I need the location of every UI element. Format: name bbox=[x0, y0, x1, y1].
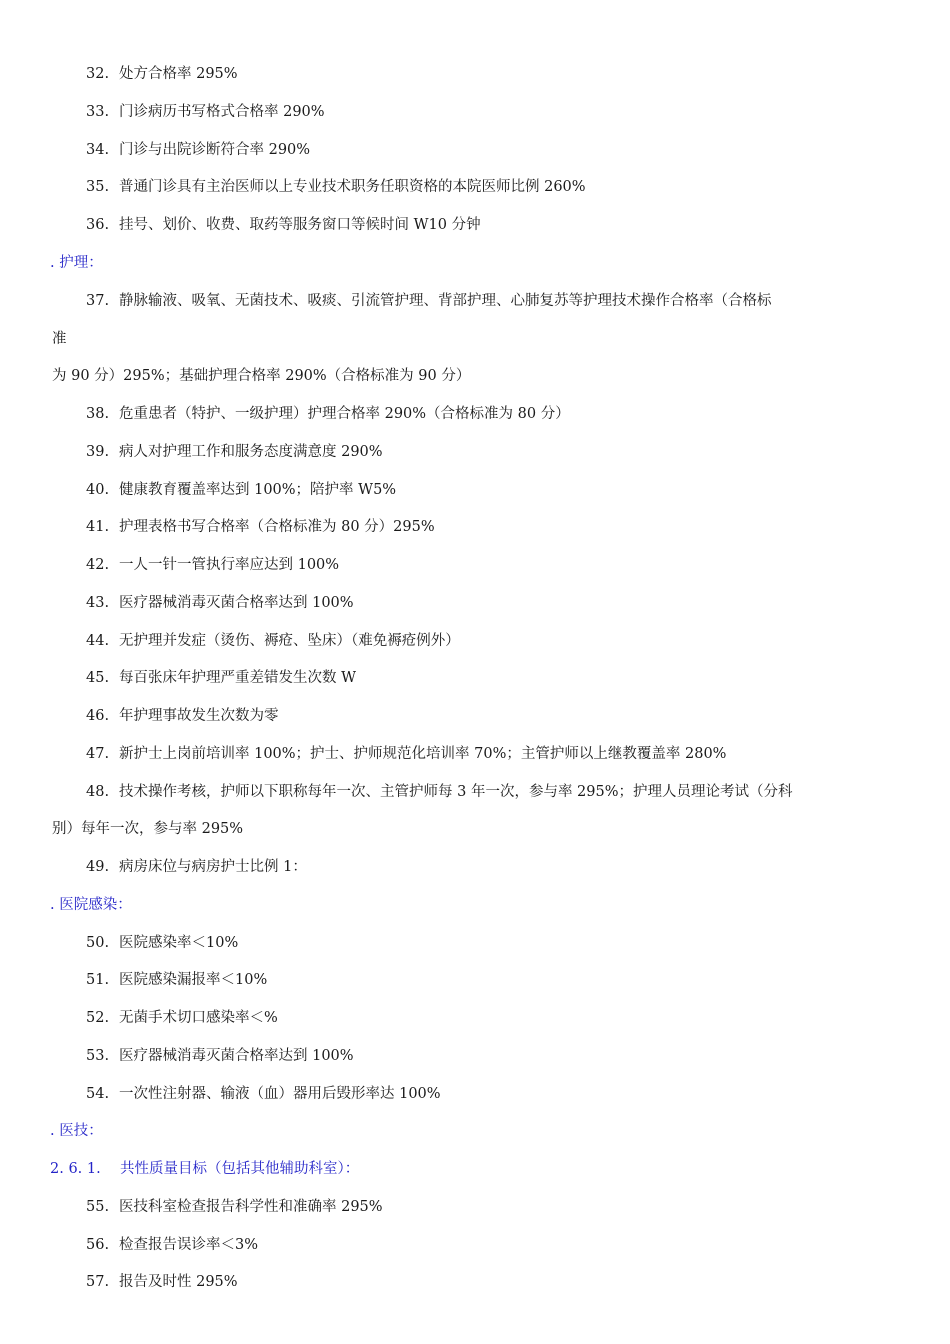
list-item bbox=[86, 480, 396, 500]
subsection-number: 2. 6. 1. bbox=[50, 1161, 101, 1177]
item-number: 32. bbox=[86, 66, 110, 82]
list-item bbox=[86, 933, 238, 953]
item-text: 门诊与出院诊断符合率 290% bbox=[119, 142, 311, 158]
item-text: 无菌手术切口感染率＜% bbox=[119, 1010, 278, 1026]
item-number: 41. bbox=[86, 519, 110, 535]
item-number: 56. bbox=[86, 1237, 110, 1253]
item-text: 一次性注射器、输液（血）器用后毁形率达 100% bbox=[119, 1086, 441, 1102]
list-item bbox=[86, 631, 460, 651]
item-text: 医疗器械消毒灭菌合格率达到 100% bbox=[119, 1048, 354, 1064]
item-number: 54. bbox=[86, 1086, 110, 1102]
item-text: 医院感染漏报率＜10% bbox=[119, 972, 268, 988]
item-text: 危重患者（特护、一级护理）护理合格率 290%（合格标准为 80 分） bbox=[119, 406, 570, 422]
subsection-title: 共性质量目标（包括其他辅助科室）： bbox=[120, 1161, 360, 1177]
item-text: 技术操作考核，护师以下职称每年一次、主管护师每 3 年一次，参与率 295%；护理人员理论考试（分科 bbox=[119, 784, 793, 800]
list-item bbox=[86, 140, 310, 160]
item-text: 护理表格书写合格率（合格标准为 80 分）295% bbox=[119, 519, 435, 535]
list-item-continuation: 为 90 分）295%；基础护理合格率 290%（合格标准为 90 分） bbox=[52, 368, 471, 384]
item-number: 38. bbox=[86, 406, 110, 422]
list-item bbox=[86, 1197, 383, 1217]
item-text: 一人一针一管执行率应达到 100% bbox=[119, 557, 340, 573]
list-item bbox=[86, 102, 325, 122]
list-item-continuation: 别）每年一次，参与率 295% bbox=[52, 821, 244, 837]
section-heading-infection: . 医院感染： bbox=[50, 897, 132, 913]
item-text: 挂号、划价、收费、取药等服务窗口等候时间 W10 分钟 bbox=[119, 217, 481, 233]
list-item bbox=[86, 593, 354, 613]
item-number: 53. bbox=[86, 1048, 110, 1064]
section-heading-nursing: . 护理： bbox=[50, 255, 103, 271]
item-text: 年护理事故发生次数为零 bbox=[119, 708, 279, 724]
list-item bbox=[86, 215, 481, 235]
item-text: 普通门诊具有主治医师以上专业技术职务任职资格的本院医师比例 260% bbox=[119, 179, 586, 195]
list-item bbox=[86, 64, 238, 84]
item-text: 处方合格率 295% bbox=[119, 66, 238, 82]
item-text: 检查报告误诊率＜3% bbox=[119, 1237, 259, 1253]
section-heading-medtech: . 医技： bbox=[50, 1123, 103, 1139]
item-text: 无护理并发症（烫伤、褥疮、坠床）（难免褥疮例外） bbox=[119, 633, 460, 649]
item-number: 35. bbox=[86, 179, 110, 195]
item-number: 39. bbox=[86, 444, 110, 460]
item-text: 静脉输液、吸氧、无菌技术、吸痰、引流管护理、背部护理、心肺复苏等护理技术操作合格率（合格标 bbox=[119, 293, 772, 309]
item-number: 49. bbox=[86, 859, 110, 875]
item-text: 每百张床年护理严重差错发生次数 W bbox=[119, 670, 357, 686]
item-text: 医技科室检查报告科学性和准确率 295% bbox=[119, 1199, 383, 1215]
item-number: 44. bbox=[86, 633, 110, 649]
list-item bbox=[86, 1272, 238, 1292]
item-text: 健康教育覆盖率达到 100%；陪护率 W5% bbox=[119, 482, 397, 498]
list-item bbox=[86, 291, 772, 311]
item-number: 33. bbox=[86, 104, 110, 120]
item-number: 50. bbox=[86, 935, 110, 951]
item-number: 46. bbox=[86, 708, 110, 724]
item-number: 42. bbox=[86, 557, 110, 573]
list-item bbox=[86, 555, 339, 575]
item-text: 新护士上岗前培训率 100%；护士、护师规范化培训率 70%；主管护师以上继教覆盖率 280% bbox=[119, 746, 727, 762]
list-item bbox=[86, 970, 267, 990]
list-item bbox=[86, 857, 307, 877]
item-number: 48. bbox=[86, 784, 110, 800]
item-number: 37. bbox=[86, 293, 110, 309]
item-text: 门诊病历书写格式合格率 290% bbox=[119, 104, 325, 120]
list-item bbox=[86, 782, 793, 802]
list-item bbox=[86, 442, 383, 462]
list-item bbox=[86, 404, 570, 424]
list-item-continuation: 准 bbox=[52, 331, 67, 347]
subsection-heading bbox=[50, 1159, 359, 1179]
item-number: 36. bbox=[86, 217, 110, 233]
item-text: 病人对护理工作和服务态度满意度 290% bbox=[119, 444, 383, 460]
item-text: 病房床位与病房护士比例 1： bbox=[119, 859, 307, 875]
item-number: 52. bbox=[86, 1010, 110, 1026]
item-text: 医院感染率＜10% bbox=[119, 935, 239, 951]
list-item bbox=[86, 1235, 258, 1255]
list-item bbox=[86, 1046, 354, 1066]
item-number: 55. bbox=[86, 1199, 110, 1215]
item-number: 47. bbox=[86, 746, 110, 762]
item-number: 43. bbox=[86, 595, 110, 611]
list-item bbox=[86, 744, 726, 764]
list-item bbox=[86, 517, 435, 537]
list-item bbox=[86, 177, 586, 197]
item-text: 医疗器械消毒灭菌合格率达到 100% bbox=[119, 595, 354, 611]
item-number: 45. bbox=[86, 670, 110, 686]
list-item bbox=[86, 1084, 441, 1104]
item-number: 51. bbox=[86, 972, 110, 988]
list-item bbox=[86, 668, 356, 688]
item-number: 34. bbox=[86, 142, 110, 158]
item-text: 报告及时性 295% bbox=[119, 1274, 238, 1290]
item-number: 57. bbox=[86, 1274, 110, 1290]
list-item bbox=[86, 1008, 278, 1028]
item-number: 40. bbox=[86, 482, 110, 498]
list-item bbox=[86, 706, 279, 726]
